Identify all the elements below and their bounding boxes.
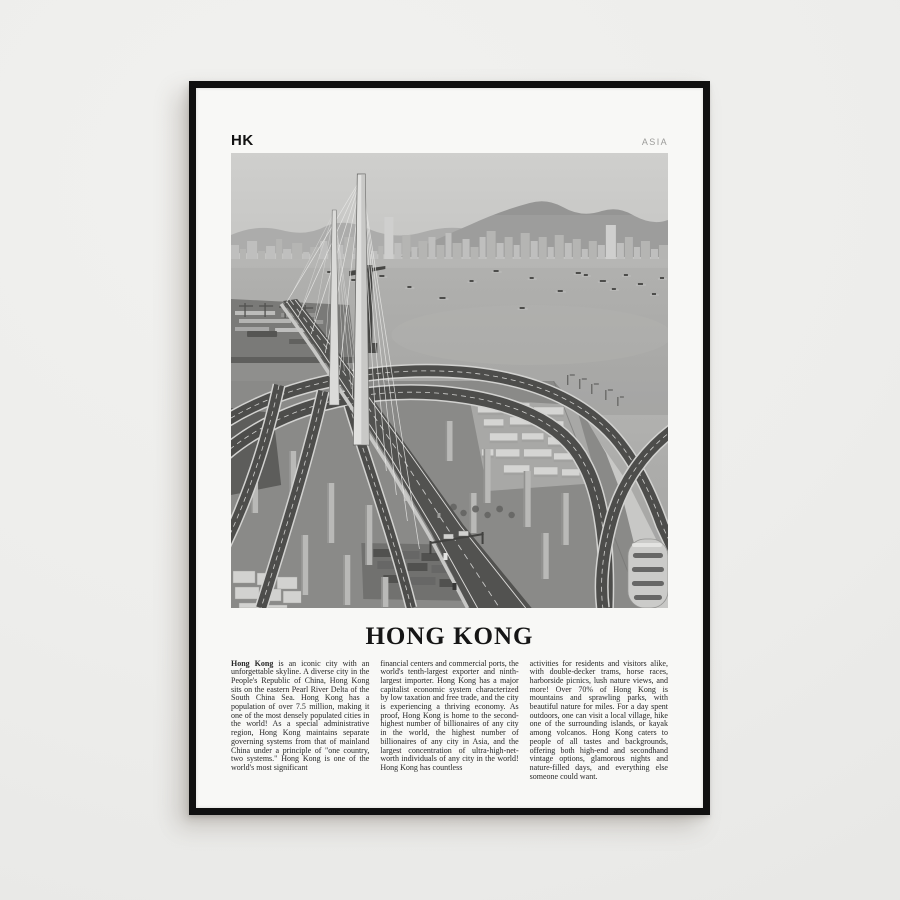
poster-frame (189, 81, 710, 815)
body-column-1 (231, 660, 369, 782)
photo-haze (231, 153, 668, 608)
region-label: ASIA (641, 137, 668, 147)
body-column-3: activities for residents and visitors alike, with double-decker trams, horse races, harborside picnics, lush nature views, and more! Over 70% of Hong Kong is mountains and sprawling parks, with beautiful nature for miles. For a day spent outdoors, one can visit a local village, hike one of the surrounding islands, or kayak among volcanos. Hong Kong caters to people of all tastes and backgrounds, offering both high-end and secondhand vintage options, glamorous nights and nature-filled days, and everything else someone could want. (529, 658, 668, 781)
poster-title: HONG KONG (365, 623, 534, 650)
poster-body (231, 660, 668, 782)
hong-kong-photo (231, 153, 668, 608)
body-column-2: financial centers and commercial ports, the world's tenth-largest exporter and ninth-largest importer. Hong Kong has a major capitalist economic system characterized by low taxation and free trade, and the city is experiencing a thriving economy. As proof, Hong Kong is home to the second-highest number of billionaires of any city in the world, the highest number of billionaires of any city in Asia, and the largest concentration of ultra-high-net-worth individuals of any city in the world! Hong Kong has countless (380, 658, 519, 772)
country-code-label: HK (231, 132, 254, 149)
lead-text: Hong Kong (231, 658, 274, 668)
column-text: is an iconic city with an unforgettable skyline. A diverse city in the People's Republic of China, Hong Kong sits on the eastern Pearl River Delta of the South China Sea. Hong Kong has a population of over 7.5 million, making it one of the most densely populated cities in the world! As a special administrative region, Hong Kong maintains separate governing systems from that of mainland China under a principle of "one country, two systems." Hong Kong is one of the world's most significant (231, 658, 370, 772)
poster-header (231, 132, 668, 149)
poster (196, 88, 703, 808)
